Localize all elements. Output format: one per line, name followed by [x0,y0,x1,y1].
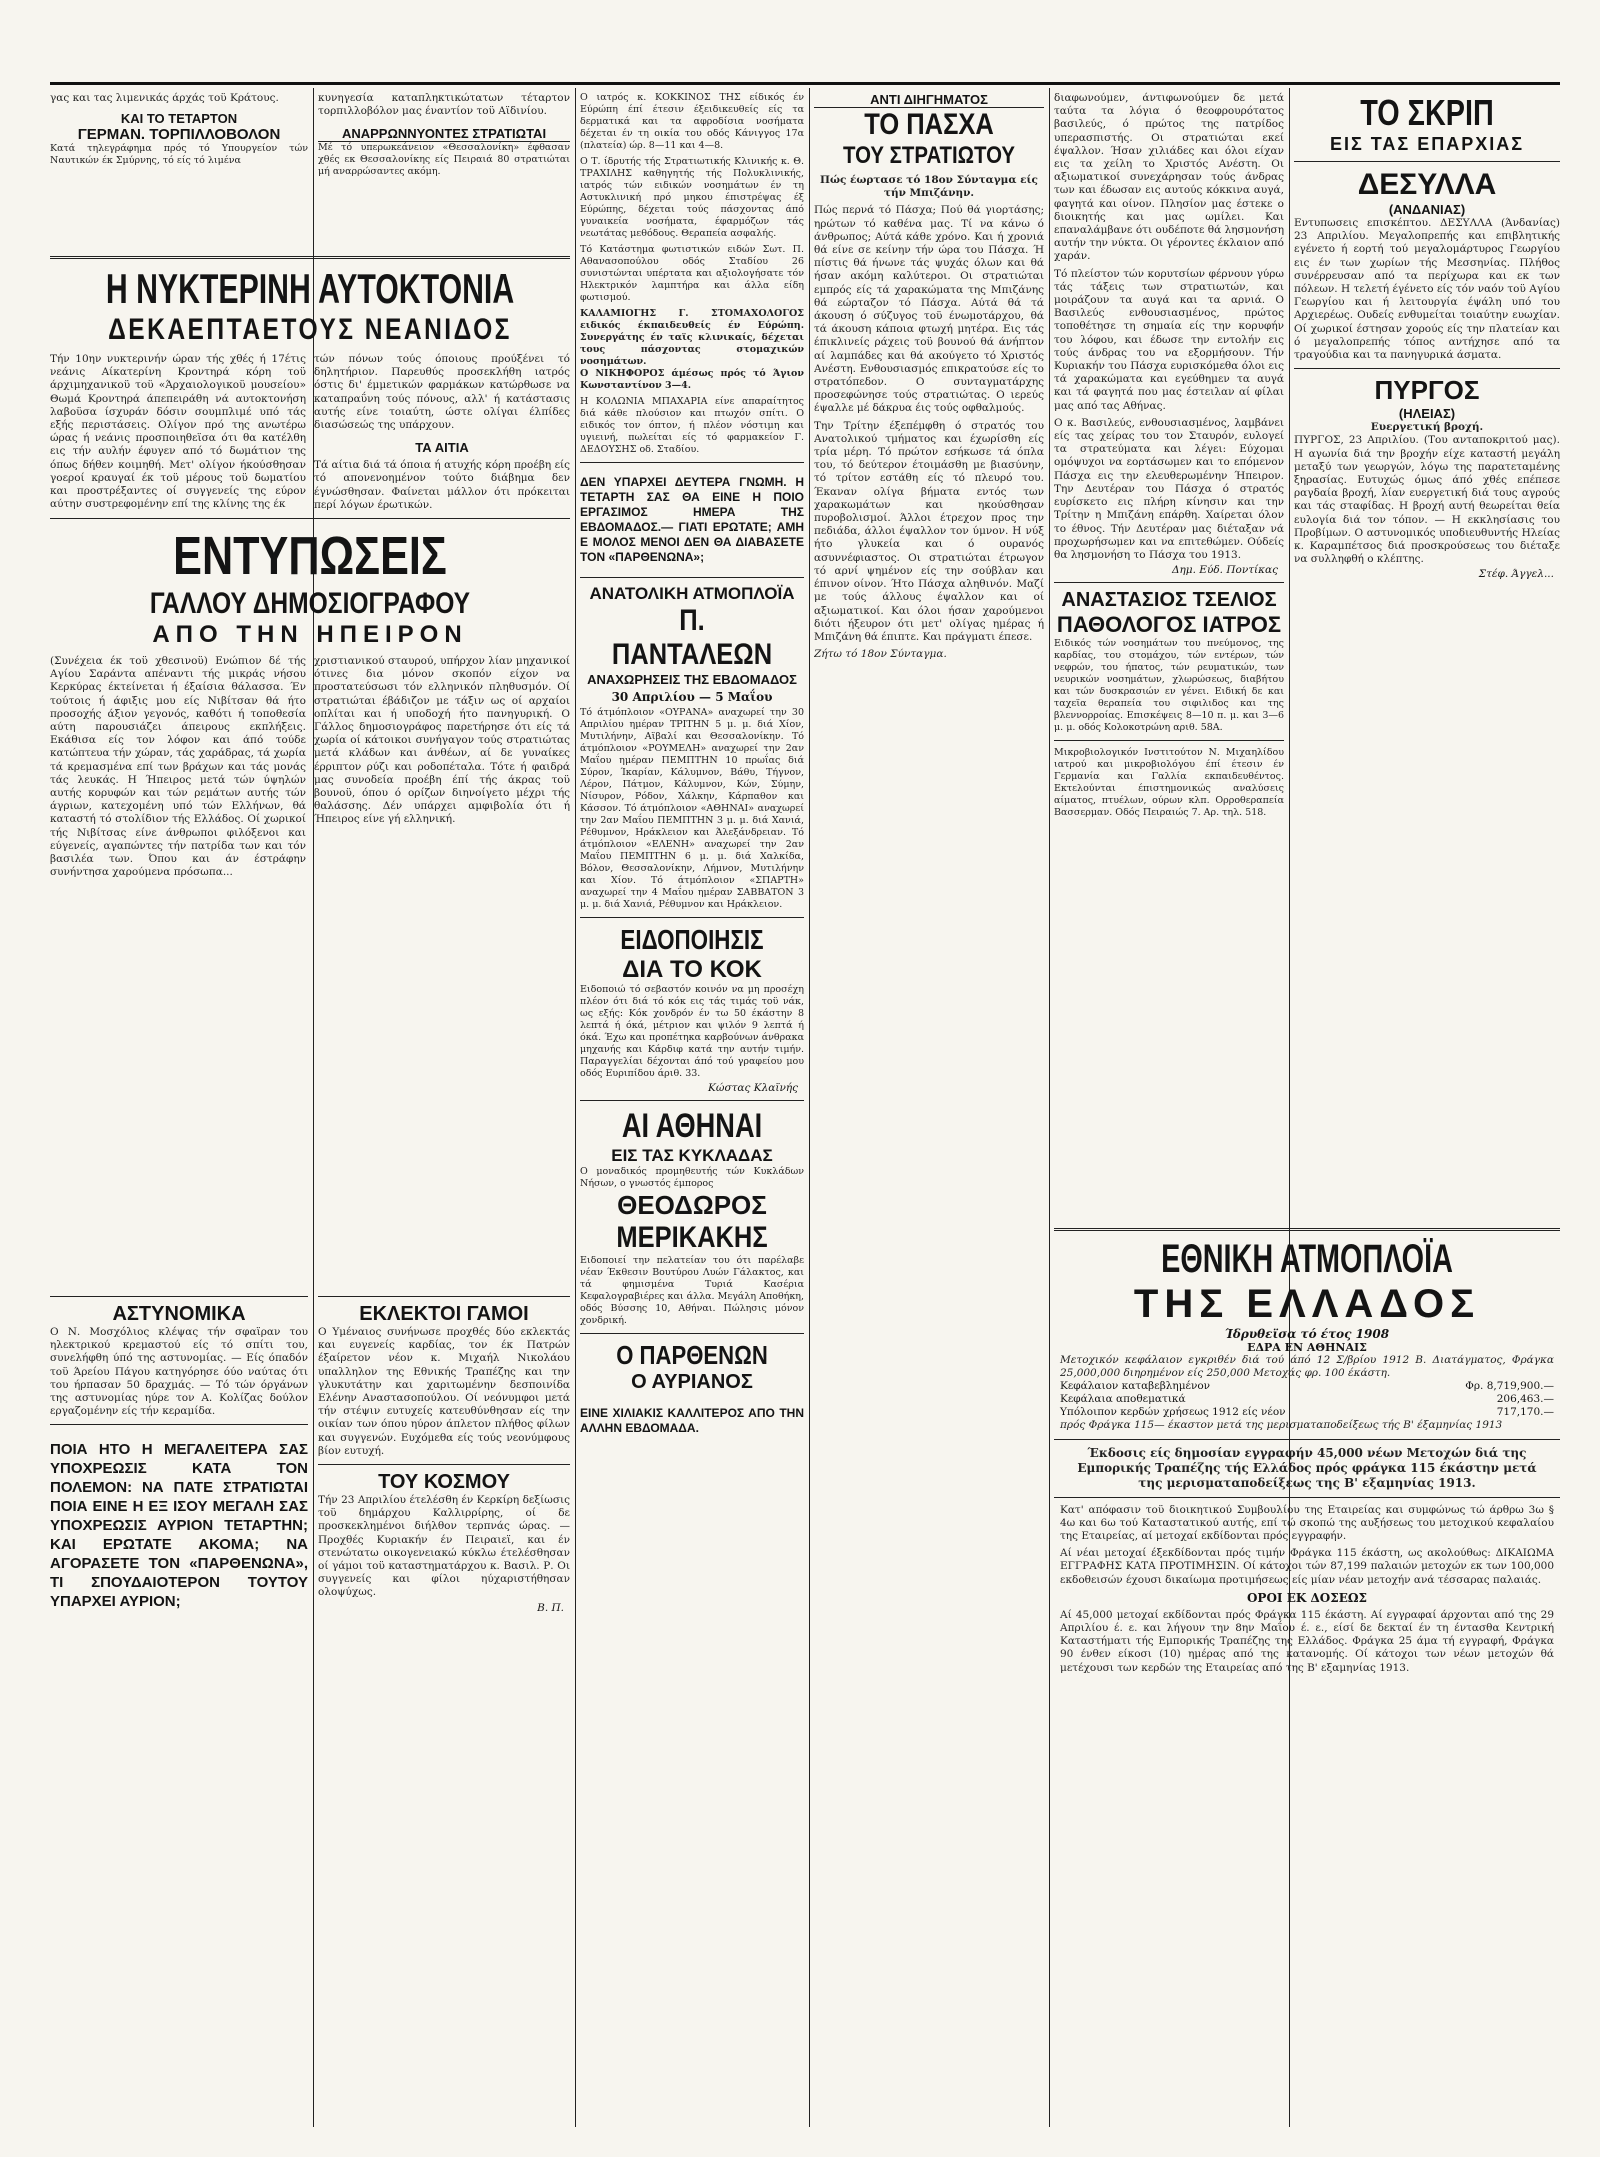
headline-torpillovolon: ΓΕΡΜΑΝ. ΤΟΡΠΙΛΛΟΒΟΛΟΝ [77,126,281,144]
oroi-heading: ΟΡΟΙ ΕΚ ΔΟΣΕΩΣ [1246,1590,1368,1605]
dividend-line: πρός Φράγκα 115— έκαστον μετά της μερισματαποδείξεως τής Β' έξαμηνίας 1913 [1060,1419,1503,1432]
headline-tou-stratiotou: ΤΟΥ ΣΤΡΑΤΙΩΤΟΥ [843,142,1015,169]
ekdosis-text-a: Κατ' απόφασιν τοϋ διοικητικού Συμβουλίου της Εταιρείας και συμφώνως τώ άρθρω 3ω § 4ω και 6ω τού Καταστατικού αυτής, επί τώ σκοπώ της αυξήσεως του μετοχικού κεφαλαίου της Εταιρείας, αί μετοχαί εκδίδονται πρός εγγραφήν. [1060,1503,1554,1543]
edra-line: ΕΔΡΑ ΕΝ ΑΘΗΝΑΙΣ [1247,1341,1367,1354]
aytoktonia-article [50,250,570,879]
headline-ai-athinai: ΑΙ ΑΘΗΝΑΙ [621,1107,763,1145]
gamoi-text: Ο Υμέναιος συνήνωσε προχθές δύο εκλεκτάς και ευγενείς καρδίας, τον έκ Πατρών έξαίρετον νέον κ. Μιχαήλ Νικολάου υπαλληλον της Εθνικής Τραπέζης και την γλυκυτάτην και χαριτωμένην δεσποινίδα Ελένην Αναστασοπούλου. Οί νεόνυμφοι μετά τήν στέψιν ευτυχείς κατευθύνθησαν είς την οικίαν των όπου ηύρον άπλετον πλήθος φίλων και συγγενών. Ευχόμεθα είς τούς νεονύμφους βίον ευτυχή. [318,1326,570,1457]
headline-o-parthenon: Ο ΠΑΡΘΕΝΩΝ [616,1340,768,1370]
headline-pyrgos: ΠΥΡΓΟΣ [1374,375,1480,406]
headline-ipeiron: ΑΠΟ ΤΗΝ ΗΠΕΙΡΟΝ [152,621,468,649]
headline-to-pasxa: ΤΟ ΠΑΣΧΑ [864,108,994,141]
column-5 [1054,92,1284,1192]
kosmou-text: Τήν 23 Απριλίου έτελέσθη έν Κερκίρη δεξίωσις τοϋ δημάρχου Καλλιρρίρης, οί δε προσκεκλημένοι διήλθον τερπνάς ώρας. — Προχθές Κυριακήν έν Πειραιεϊ, και έν στενώτατω οικογενειακώ κύκλω έτελέσθησαν οί γάμοι τοϋ καταστηματάρχου κ. Βασιλ. Ρ. Οι συγγενείς και φίλοι ηύχαριστήθησαν ολοψύχως. [318,1494,570,1599]
avrianos-text: ΕΙΝΕ ΧΙΛΙΑΚΙΣ ΚΑΛΛΙΤΕΡΟΣ ΑΠΟ ΤΗΝ ΑΛΛΗΝ ΕΒΔΟΜΑΔΑ. [580,1406,804,1435]
torpillo-text: Κατά τηλεγράφημα πρός τό Υπουργείον τών Ναυτικών έκ Σμύρνης, τό είς τό λιμένα [50,143,308,167]
kyklades-text: Ο μοναδικός προμηθευτής τών Κυκλάδων Νήσων, ο γνωστός έμπορος [580,1166,804,1189]
headline-neanidos: ΔΕΚΑΕΠΤΑΕΤΟΥΣ ΝΕΑΝΙΔΟΣ [108,313,512,346]
figure-row [1054,1393,1560,1406]
headline-tis-ellados: ΤΗΣ ΕΛΛΑΔΟΣ [1133,1282,1481,1326]
column-1-lower [50,1290,308,2127]
metoxikon-text: Μετοχικόν κεφάλαιον εγκριθέν διά τού άπό 12 Σ/βρίου 1912 Β. Διατάγματος, Φράγκα 25,000,000 διηρημένον είς 250,000 Μετοχάς φρ. 100 έκάστη. [1060,1354,1554,1380]
ad-traxilis: Ο Τ. ίδρυτής τής Στρατιωτικής Κλινικής κ. Θ. ΤΡΑΧΙΛΗΣ καθηγητής τής Πολυκλινικής, ιατρός τών ειδικών νοσημάτων έν τη Αστυκλινική πρό μηκου έπιστρέψας έξ Εύρώπης, δέχεται τούς πάσχοντας άπό γυναικεία νοσήματα, έφαρμόζων τάς νεωτάτας μεθόδους. Θεραπεία ασφαλής. [580,156,804,239]
headline-aytoktonia: Η ΝΥΚΤΕΡΙΝΗ ΑΥΤΟΚΤΟΝΙΑ [105,265,515,312]
pasxa-signoff: Ζήτω τό 18ον Σύνταγμα. [814,648,947,661]
pasxa-text-a: Πώς περνά τό Πάσχα; Πού θά γιορτάσης; ηρώτων τό καθένα μας. Τί να κάνω ό άνθρωπος; Αύτά κάθε χρόνο. Και ή χρονιά θά είνε σε κείνην τήν ώρα του Πάσχα. Ή πίστις θά ήνωνε τάς ψυχάς όλων και θά ήσαν ακόμη καλύτεροι. Οι στρατιώται εμπρός είς τά χαρακώματα της Μπιζάνης θά εώρταζον τό Πάσχα. Αύτά θά τά άκουση ό σύζυγος τοϋ ένωμοτάρχου, θά τά άκουση κάποια φτωχή μητέρα. Εις τάς έπικλινείς ράχεις τοϋ βουνού θά άνήπτον αί λαμπάδες και θά ακούγετο τό Χριστός Ανέστη. Ενθουσιασμός επικρατούσε είς το στρατόπεδον. Ο συνταγματάρχης προσεφώνησε τούς στρατιώτας. Ο ιερεύς έψαλλε μέ δάκρυα έις τούς οφθαλμούς. [814,204,1044,415]
aitia-text: Τά αίτια διά τά όποια ή ατυχής κόρη προέβη είς τό απονενοημένον τούτο διάβημα δεν έγνώσθησαν. Φαίνεται μάλλον ότι πρόκειται περί λόγων έρωτικών. [314,459,570,511]
ekdosis-heading: Έκδοσις είς δημοσίαν εγγραφήν 45,000 νέων Μετοχών διά της Εμπορικής Τραπέζης τής Ελλάδος πρός φράγκα 115 έκάστην μετά της μερισματαποδείξεως της Β' εξαμηνίας 1913. [1077,1445,1537,1490]
signature: Στέφ. Άγγελ... [1478,568,1554,581]
ad-parthenon-question: ΔΕΝ ΥΠΑΡΧΕΙ ΔΕΥΤΕΡΑ ΓΝΩΜΗ. Η ΤΕΤΑΡΤΗ ΣΑΣ ΘΑ ΕΙΝΕ Η ΠΟΙΟ ΕΡΓΑΣΙΜΟΣ ΗΜΕΡΑ ΤΗΣ ΕΒΔΟΜΑΔΟΣ.— ΓΙΑΤΙ ΕΡΩΤΑΤΕ; ΑΜΗ Ε ΜΟΛΟΣ ΜΕΝΟΙ ΔΕΝ ΘΑ ΔΙΑΒΑΣΕΤΕ ΤΟΝ «ΠΑΡΘΕΝΩΝΑ»; [580,475,804,564]
pyrgos-subtitle: Ευεργετική βροχή. [1370,421,1484,434]
signature: Δημ. Εύδ. Ποντίκας [1171,564,1278,577]
column-4 [814,92,1044,2127]
headline-eparxias: ΕΙΣ ΤΑΣ ΕΠΑΡΧΙΑΣ [1329,134,1525,154]
pasxa-subtitle: Πώς έωρτασε τό 18ον Σύνταγμα είς τήν Μπιζάνην. [820,174,1038,200]
headline-entyposeis: ΕΝΤΥΠΩΣΕΙΣ [173,526,447,587]
headline-anatoliki: ΑΝΑΤΟΛΙΚΗ ΑΤΜΟΠΛΟΪΑ [589,584,795,603]
headline-to-skrip: ΤΟ ΣΚΡΙΠ [1360,92,1494,133]
headline-aitia: ΤΑ ΑΙΤΙΑ [415,440,469,456]
entyposeis-text-b: χριστιανικού σταυρού, υπήρχον λίαν μηχανικοί ότινες δια μόνον σκοπόν είχον να προστατεύσωσι τόν ελληνικόν πληθυσμόν. Οί στρατιώται έβάδιζον με τάξιν ως οί αρχαίοι οπλίται και ή υποδοχή ήτο πανηγυρική. Ο Γάλλος δημοσιογράφος παρετήρησε ότι είς τά χωρία οί κάτοικοι συνήγαγον τούς στρατιώτας μετά κλάδων και άνθέων, αί δε γυναίκες έρριπτον ρύζι και ροδοπέταλα. Τότε ή φαιδρά μας συνοδεία προέβη έπί τής άκρας τοϋ βουνοϋ, όπου ό ορίζων διηνοίγετο μέχρι τής θαλάσσης. Δέν υπάρχει αμφιβολία ότι ή Ήπειρος είνε γή ελληνική. [314,655,570,826]
headline-anarronountes: ΑΝΑΡΡΩΝΝΥΟΝΤΕΣ ΣΤΡΑΤΙΩΤΑΙ [318,126,570,142]
headline-hleias: (ΗΛΕΙΑΣ) [1398,406,1456,422]
top-rule [50,82,1560,85]
ad-nikiforos: Ο ΝΙΚΗΦΟΡΟΣ άμέσως πρός τό Άγιον Κωνσταντίνον 3—4. [580,368,804,391]
figure-value: 717,170.— [1496,1406,1554,1419]
headline-ethniki: ΕΘΝΙΚΗ ΑΤΜΟΠΛΟΪΑ [1161,1237,1453,1281]
entyposeis-text-a: (Συνέχεια έκ τοϋ χθεσινοϋ) Ενώπιον δέ τής Αγίου Σαράντα απέναντι τής μικράς νήσου Κερκύρας έκτείνεται ή έξαίσια θάλασσα. Έν τούτοις ή άφιξις μου είς Νιβίτσαν θά ήτο προσοχής άξιον γεγονός, καθότι ή τοποθεσία αύτη παρουσιάζει άπειρους εκπλήξεις. Εκάθισα είς τον λόφον και άπό τούδε κατώπτευα τήν χώραν, τάς χαράδρας, τά χωρία τά κρεμασμένα επί των βράχων και τάς μονάς τάς λευκάς. Η Ήπειρος μετά τών ύψηλών αυτής κορυφών και τών ρεμάτων αυτής τών άγριων, κατεχομένη υπό τών Ελλήνων, θά καταστή τό στολίδιον τής Ελλάδος. Οί χωρικοί τής Νιβίτσας είνε άνθρωποι φιλόξενοι και εύγενείς, αγαπώντες τήν πατρίδα των και τόν βασιλέα των. Όπου και άν έστράφην συνήντησα χαρούμενα πρόσωπα... [50,655,306,879]
desylla-text: Εντυπωσεις επισκέπτου. ΔΕΣΥΛΛΑ (Άνδανίας) 23 Απριλίου. Μεγαλοπρεπής και επιβλητικής εγένετο ή εορτή τού μεγαλομάρτυρος Γεωργίου εις έν των χωρίων τής Μεσσηνίας. Πλήθος συνέρρευσαν από τα περίχωρα και εκ των πόλεων. Η τελετή έγένετο είς τόν ναόν τοϋ Αγίου Γεωργίου και ή λειτουργία έψάλη υπό του Αρχιερέως. Ουδείς ενθυμείται τοιαύτην ευωχίαν. Οί χωρικοί έστησαν χορούς είς την πλατείαν και ό μεγαλοπρεπής τόπος αντήχησε από τα τραγούδια και τα πανηγυρικά άσματα. [1294,217,1560,362]
founded-line: Ίδρυθεϊσα τό έτος 1908 [1224,1327,1390,1341]
headline-desylla: ΔΕΣΥΛΛΑ [1357,168,1497,201]
kok-text: Ειδοποιώ τό σεβαστόν κοινόν να μη προσέχη πλέον ότι διά τό κόκ εις τάς τιμάς τοϋ νάκ, ως εξής: Κόκ χονδρόν έν τω 50 έκάστην 8 λεπτά ή όκά, μέτριον και ψιλόν 9 λεπτά ή όκά. Έχω και προπέτηκα καρβούνων άνθρακα μηχανής και Κάρδιφ κατά την αυτήν τιμήν. Παραγγελίαι δέχονται άπό τού γραφείου μου οδός Ευριπίδου άριθ. 33. [580,984,804,1079]
headline-o-avrianos: Ο ΑΥΡΙΑΝΟΣ [631,1371,753,1393]
headline-eklektoi-gamoi: ΕΚΛΕΚΤΟΙ ΓΑΜΟΙ [359,1303,529,1325]
figure-value: 206,463.— [1496,1393,1554,1406]
column-6 [1294,92,1560,1217]
column-separator [575,88,576,2127]
ad-kokkinos: Ο ιατρός κ. ΚΟΚΚΙΝΟΣ ΤΗΣ είδικός έν Εύρώπη έπί έτεσιν έξειδικευθείς είς τα δερματικά και τα αφροδίσια νοσήματα δέχεται έν τη οικία του οδός Κάνιγγος 17α (πλατεία) ώρ. 8—11 και 4—8. [580,92,804,151]
pasxa-cont-c: Ο κ. Βασιλεύς, ενθουσιασμένος, λαμβάνει είς τας χείρας του τον Σταυρόν, ευλογεί τα στρατεύματα και λέγει: Εύχομαι ομόψυχοι να εορτάσωμεν και το επόμενον Πάσχα εις την ελευθερωμένην Ήπειρον. Την Δευτέραν του Πάσχα ό στρατός ευρίσκετο εις πλήρη κίνησιν και την Τρίτην η Μπιζάνη επάρθη. Χαίρεται όλον το έθνος. Τήν Δευτέραν μας διέταξαν νά προχωρήσωμεν και να επιτεθώμεν. Ούδείς θα λησμονήση το Πάσχα του 1913. [1054,416,1284,561]
headline-gallou: ΓΑΛΛΟΥ ΔΗΜΟΣΙΟΓΡΑΦΟΥ [149,587,471,621]
headline-pathologos: ΠΑΘΟΛΟΓΟΣ ΙΑΤΡΟΣ [1056,612,1282,638]
merikakis-text: Ειδοποιεί την πελατείαν του ότι παρέλαβε νέαν Έκθεσιν Βουτύρου Λυών Γάλακτος, και τά φημισμένα Τυριά Κασέρια Κεφαλογραβιέρες και άλλα. Μεγάλη Αποθήκη, οδός Βύσσης 10, Αθήναι. Πώλησις μόνον χονδρική. [580,1255,804,1326]
fragment-text: κυνηγεσία καταπληκτικώτατων τέταρτον τορπιλλοβόλον μας έναντίον τοϋ Αϊδινίου. [318,92,570,118]
fragment-text: γας και τας λιμενικάς άρχάς τοϋ Κράτους. [50,92,279,104]
ethniki-atmoploia-ad [1054,1222,1560,2127]
pasxa-text-b: Την Τρίτην έξεπέμφθη ό στρατός του Ανατολικού τμήματος και έχωρίσθη είς τρία μέρη. Τό πρώτον εσήκωσε τά όπλα του, τό δεύτερον έτοιμάσθη με βιασύνην, τό τρίτον εστάθη είς τό πλευρό του. Έκαναν ολίγα βήματα εντός των χαρακωμάτων και ηκούσθησαν πυροβολισμοί. Άλλοι έτρεχον προς την πεδιάδα, άλλοι έψαλλον τον ύμνον. Η νύξ ήτο γλυκεία και ό ουρανός ασυννέφιαστος. Οι στρατιώται έτρωγον τό αρνί ψημένον είς την σούβλαν και έπινον οίνον. Ήτο Πάσχα αληθινόν. Μαζί με τούς άλλους έψαλλον και οί αξιωματικοί. Και όλοι ήσαν χαρούμενοι διότι ήξευρον ότι μετ' ολίγας ημέρας ή Μπιζάνη θά έπιπτε. Και πράγματι έπεσε. [814,419,1044,643]
date-range: 30 Απριλίου — 5 Μαΐου [611,690,773,704]
aytoktonia-text-b: τών πόνων τούς όποιους προύξένει τό δηλητήριον. Παρευθύς προσεκλήθη ιατρός όστις δι' έμμετικών φαρμάκων κατώρθωσε να καταπραΰνη τούς πόνους, αλλ' ή κατάστασις αυτής είνε τοιαύτη, ώστε ολίγαι έλπίδες διασώσεώς της υπάρχουν. [314,353,570,432]
headline-tselios: ΑΝΑΣΤΑΣΙΟΣ ΤΣΕΛΙΟΣ [1061,589,1277,612]
headline-eidopoiisis: ΕΙΔΟΠΟΙΗΣΙΣ [620,924,764,955]
headline-merikakis: ΜΕΡΙΚΑΚΗΣ [616,1221,768,1254]
schedule-text: Τό άτμόπλοιον «ΟΥΡΑΝΑ» αναχωρεί την 30 Απριλίου ημέραν ΤΡΙΤΗΝ 5 μ. μ. διά Χίον, Μυτιλήνην, Αϊβαλί και Θεσσαλονίκην. Τό άτμόπλοιον «ΡΟΥΜΕΛΗ» αναχωρεί την 2αν Μαΐου ημέραν ΠΕΜΠΤΗΝ 10 πρωΐας διά Σύρον, Ίκαρίαν, Κάλυμνον, Βάθυ, Τήγνον, Λέρον, Πάτμον, Κάλυμνον, Κών, Σύμην, Νίσυρον, Ρόδον, Χάλκην, Κάρπαθον και Κάσσον. Τό άτμόπλοιον «ΑΘΗΝΑΙ» αναχωρεί την 2αν Μαΐου ΠΕΜΠΤΗΝ 3 μ. μ. διά Χανιά, Ρέθυμνον, Ηράκλειον και Άλεξάνδρειαν. Τό άτμόπλοιον «ΕΛΕΝΗ» αναχωρεί την 2αν Μαΐου ΠΕΜΠΤΗΝ 6 μ. μ. διά Χαλκίδα, Βόλον, Θεσσαλονίκην, Λήμνον, Μυτιλήνην και Χίον. Τό άτμόπλοιον «ΣΠΑΡΤΗ» αναχωρεί την 4 Μαΐου ημέραν ΣΑΒΒΑΤΟΝ 3 μ. μ. διά Χανιά, Ρέθυμνον και Ηράκλειον. [580,707,804,910]
headline-dia-to-kok: ΔΙΑ ΤΟ ΚΟΚ [622,956,762,983]
figure-label: Κεφάλαιον καταβεβλημένον [1060,1380,1211,1393]
ad-fotistika: Τό Κατάστημα φωτιστικών ειδών Σωτ. Π. Αθανασοπούλου οδός Σταδίου 26 συνιστώνται υπέρτατα και αξιολογήσατε τόν Ηλεκτρικόν λαμπτήρα και άλλα είδη φωτισμού. [580,244,804,303]
pasxa-cont-a: διαφωνούμεν, άντιφωνούμεν δε μετά ταύτα τα λόγια ό θεοφρουρότατος βασιλεύς, ό πρώτος της πατρίδος υπερασπιστής. Οι στρατιώται εκεί έψαλλον. Ήσαν χιλιάδες και όλοι είχαν εις τα χείλη το Χριστός Ανέστη. Οι αξιωματικοί συνεχάρησαν τούς άνδρας των και έδωσαν εις αυτούς κόκκινα αυγά, φαγητά και οίνον. Πλησίον μας έστεκε ο διοικητής και μας ωμίλει. Και επαναλάμβανε ότι ουδέποτε θά λησμονήση αυτήν την νύκτα. Οι γέροντες έκλαιον από χαράν. [1054,92,1284,263]
figure-row [1054,1380,1560,1393]
signature: Κώστας Κλαϊνής [708,1082,798,1094]
figure-label: Υπόλοιπον κερδών χρήσεως 1912 είς νέον [1060,1406,1286,1419]
headline-andanias: (ΑΝΔΑΝΙΑΣ) [1388,202,1466,217]
astynomika-text: Ο Ν. Μοσχόλιος κλέψας τήν σφαϊραν του ηλεκτρικού κρεμαστού είς τό σπίτι του, συνελήφθη ύπό της αστυνομίας. — Είς όπαδόν τοϋ Άρείου Πάγου κατηγόρησε όύο ναύτας ότι του ήρπασαν 50 δραχμάς. — Τό τών όργάνων της αστυνομίας ηύρε τον Α. Κολίζας δούλον εργαζομένην είς τήν κεραμίδα. [50,1326,308,1418]
ekdosis-text-b: Αί νέαι μετοχαί έξεκδίδονται πρός τιμήν Φράγκα 115 έκάστη, ως ακολούθως: ΔΙΚΑΙΩΜΑ ΕΓΓΡΑΦΗΣ ΚΑΤΑ ΠΡΟΤΙΜΗΣΙΝ. Οί κάτοχοι τών 87,199 παλαιών μετοχών εκ των 100,000 εκδοθεισών έχουσι δικαίωμα προτιμήσεως είς μίαν νέαν μετοχήν ανά τέσσαρας παλαιάς. [1060,1547,1554,1586]
headline-tetarton: ΚΑΙ ΤΟ ΤΕΤΑΡΤΟΝ [120,111,238,127]
figure-value: Φρ. 8,719,900.— [1465,1380,1554,1393]
headline-tou-kosmou: ΤΟΥ ΚΟΣΜΟΥ [378,1471,510,1494]
mikrob-text: Μικροβιολογικόν Ινστιτούτον Ν. Μιχαηλίδου ιατρού και μικροβιολόγου έπί έτεσιν έν Γερμανία και Γαλλία εκπαιδευθέντος. Εκτελούνται έπιστημονικώς αναλύσεις αίματος, πτυέλων, ούρων κλπ. Ορροθεραπεία Βασσερμαν. Οδός Πειραιώς 7. Αρ. τηλ. 518. [1054,747,1284,819]
ad-kolonia: Η ΚΟΛΩΝΙΑ ΜΠΑΧΑΡΙΑ είνε απαραίτητος διά κάθε πλούσιον και πτωχόν σπίτι. Ο ειδικός τον όπτον, ή πλέον νόστιμη και υγιεινή, πωλείται είς τό φαρμακείον Γ. ΔΕΔΟΥΣΗΣ οδ. Σταδίου. [580,396,804,455]
headline-pantaleon: Π. ΠΑΝΤΑΛΕΩΝ [611,604,773,671]
headline-anaxoriseis: ΑΝΑΧΩΡΗΣΕΙΣ ΤΗΣ ΕΒΔΟΜΑΔΟΣ [587,672,797,687]
oroi-text: Αί 45,000 μετοχαί εκδίδονται πρός Φράγκα 115 έκάστη. Αί εγγραφαί άρχονται από της 29 Απριλίου έ. ε. και λήγουν την 8ην Μαΐου έ. ε., είσί δε δεκταί έν τη έντασθα Κεντρική Καταστήματι τής Εμπορικής Τραπέζης της Ελλάδος. Φράγκα 25 άμα τή εγγραφή, Φράγκα 90 ένθεν είκοσι (10) ημέρας από της κατανομής. Οί κάτοχοι των νέων μετοχών θά μετέχουσι των κερδών της Εταιρείας από της Β' εξαμηνίας 1913. [1060,1608,1554,1674]
aytoktonia-text-a: Τήν 10ην νυκτερινήν ώραν τής χθές ή 17έτις νεάνις Αίκατερίνη Κροντηρά κόρη τοϋ άρχιμηχανικοϋ τοϋ «Άρχαιολογικοϋ μουσείου» Θωμά Κροντηρά άπεπειράθη νά αυτοκτονήση λαβοϋσα ίσχυράν δόσιν σουμπλιμέ υπό τάς εξής περιστάσεις. Ολίγον πρό της ανωτέρω ώρας ή νεάνις προσποιηθεϊσα ότι θα κατέλθη εις τήν αυλήν έφυγεν από τό δωμάτιον της όπως δήθεν κοιμηθή. Μετ' ολίγον ήκούσθησαν γοεροί κραυγαί έκ τοϋ μέρους τοϋ δωματίου και προστρέξαντες οί συγγενείς της εύρον αύτην συστρεφομένην επί της κλίνης της έκ [50,353,306,511]
parthenon-ad: ΠΟΙΑ ΗΤΟ Η ΜΕΓΑΛΕΙΤΕΡΑ ΣΑΣ ΥΠΟΧΡΕΩΣΙΣ ΚΑΤΑ ΤΟΝ ΠΟΛΕΜΟΝ: ΝΑ ΠΑΤΕ ΣΤΡΑΤΙΩΤΑΙ ΠΟΙΑ ΕΙΝΕ Η ΕΞ ΙΣΟΥ ΜΕΓΑΛΗ ΣΑΣ ΥΠΟΧΡΕΩΣΙΣ ΑΥΡΙΟΝ ΤΕΤΑΡΤΗΝ; ΚΑΙ ΕΡΩΤΑΤΕ ΑΚΟΜΑ; ΝΑ ΑΓΟΡΑΣΕΤΕ ΤΟΝ «ΠΑΡΘΕΝΩΝΑ», ΤΙ ΣΠΟΥΔΑΙΟΤΕΡΟΝ ΤΟΥΤΟΥ ΥΠΑΡΧΕΙ ΑΥΡΙΟΝ; [50,1441,308,1611]
figure-label: Κεφάλαια αποθεματικά [1060,1393,1186,1406]
headline-anti-diigimatos: ΑΝΤΙ ΔΙΗΓΗΜΑΤΟΣ [814,92,1044,108]
column-2-lower [318,1290,570,2127]
ad-kalamiosgis: ΚΑΛΑΜΙΟΓΗΣ Γ. ΣΤΟΜΑΧΟΛΟΓΟΣ ειδικός έκπαιδευθείς έν Εύρώπη. Συνεργάτης έν ταϊς κλινικαίς, δέχεται τους πάσχοντας στομαχικών νοσημάτων. [580,308,804,367]
signature: Β. Π. [537,1601,564,1614]
column-separator [809,88,810,2127]
column-separator [1049,88,1050,2127]
headline-astynomika: ΑΣΤΥΝΟΜΙΚΑ [112,1303,246,1325]
figure-row [1054,1406,1560,1419]
pyrgos-text: ΠΥΡΓΟΣ, 23 Απριλίου. (Του ανταποκριτού μας). Η αγωνία διά την βροχήν είχε καταστή μεγάλη μεταξύ των γεωργών, λόγω της παρατεταμένης ξηρασίας. Ευτυχώς όμως άπό χθές επέπεσε ραγδαία βροχή, λίαν ευεργετική διά τους αγρούς και τάς σταφίδας. Η βροχή αυτή θεωρείται θεία ευλογία διά τον τόπον. — Η εκκλησίασις του Προβίμων. Ο αστυνομικός υποδιευθυντής Ηλείας κ. Καραμπέτσος διά προσκρούσεως του διέταξε να συλληφθή ο κλέπτης. [1294,434,1560,566]
headline-eis-kyklades: ΕΙΣ ΤΑΣ ΚΥΚΛΑΔΑΣ [611,1146,773,1165]
anarronountes-text: Μέ τό υπερωκεάνειον «Θεσσαλονίκη» έφθασαν χθές εκ Θεσσαλονίκης είς Πειραιά 80 στρατιώται μή αναρρώσαντες ακόμη. [318,142,570,178]
headline-theodoros: ΘΕΟΔΩΡΟΣ [617,1190,767,1220]
pasxa-cont-b: Τό πλείστον τών κορυτσίων φέρνουν γύρω τάς τάξεις των στρατιωτών, και μοιράζουν τα αυγά και τα αρνιά. Ο Βασιλεύς ενθουσιασμένος, πρώτος τοποθέτησε τη σημαία είς την κορυφήν του λόφου, και έδωσε την εντολήν εις τούς άνδρας του να εξορμήσουν. Τήν Κυριακήν του Πάσχα ευρισκόμεθα όλοι εις τά χαρακώματα και εγεύθημεν τα αυγά και τά φαγητά που μας έστειλαν αί φίλαι μας από τας Αθήνας. [1054,267,1284,412]
tselios-text: Ειδικός τών νοσημάτων του πνεύμονος, της καρδίας, του στομάχου, τών εντέρων, τών νεφρών, του ήπατος, τών ρευματικών, των νευρικών νοσημάτων, χλωρώσεως, διαβήτου και τών δυσκρασιών εν γένει. Ειδική δε και ταχεϊα θεραπεία του σιφιλιδος και της βλεννορροίας. Επισκέψεις 8—10 π. μ. και 3—6 μ. μ. οδός Κολοκοτρώνη αριθ. 58Α. [1054,638,1284,734]
column-3 [580,92,804,2127]
